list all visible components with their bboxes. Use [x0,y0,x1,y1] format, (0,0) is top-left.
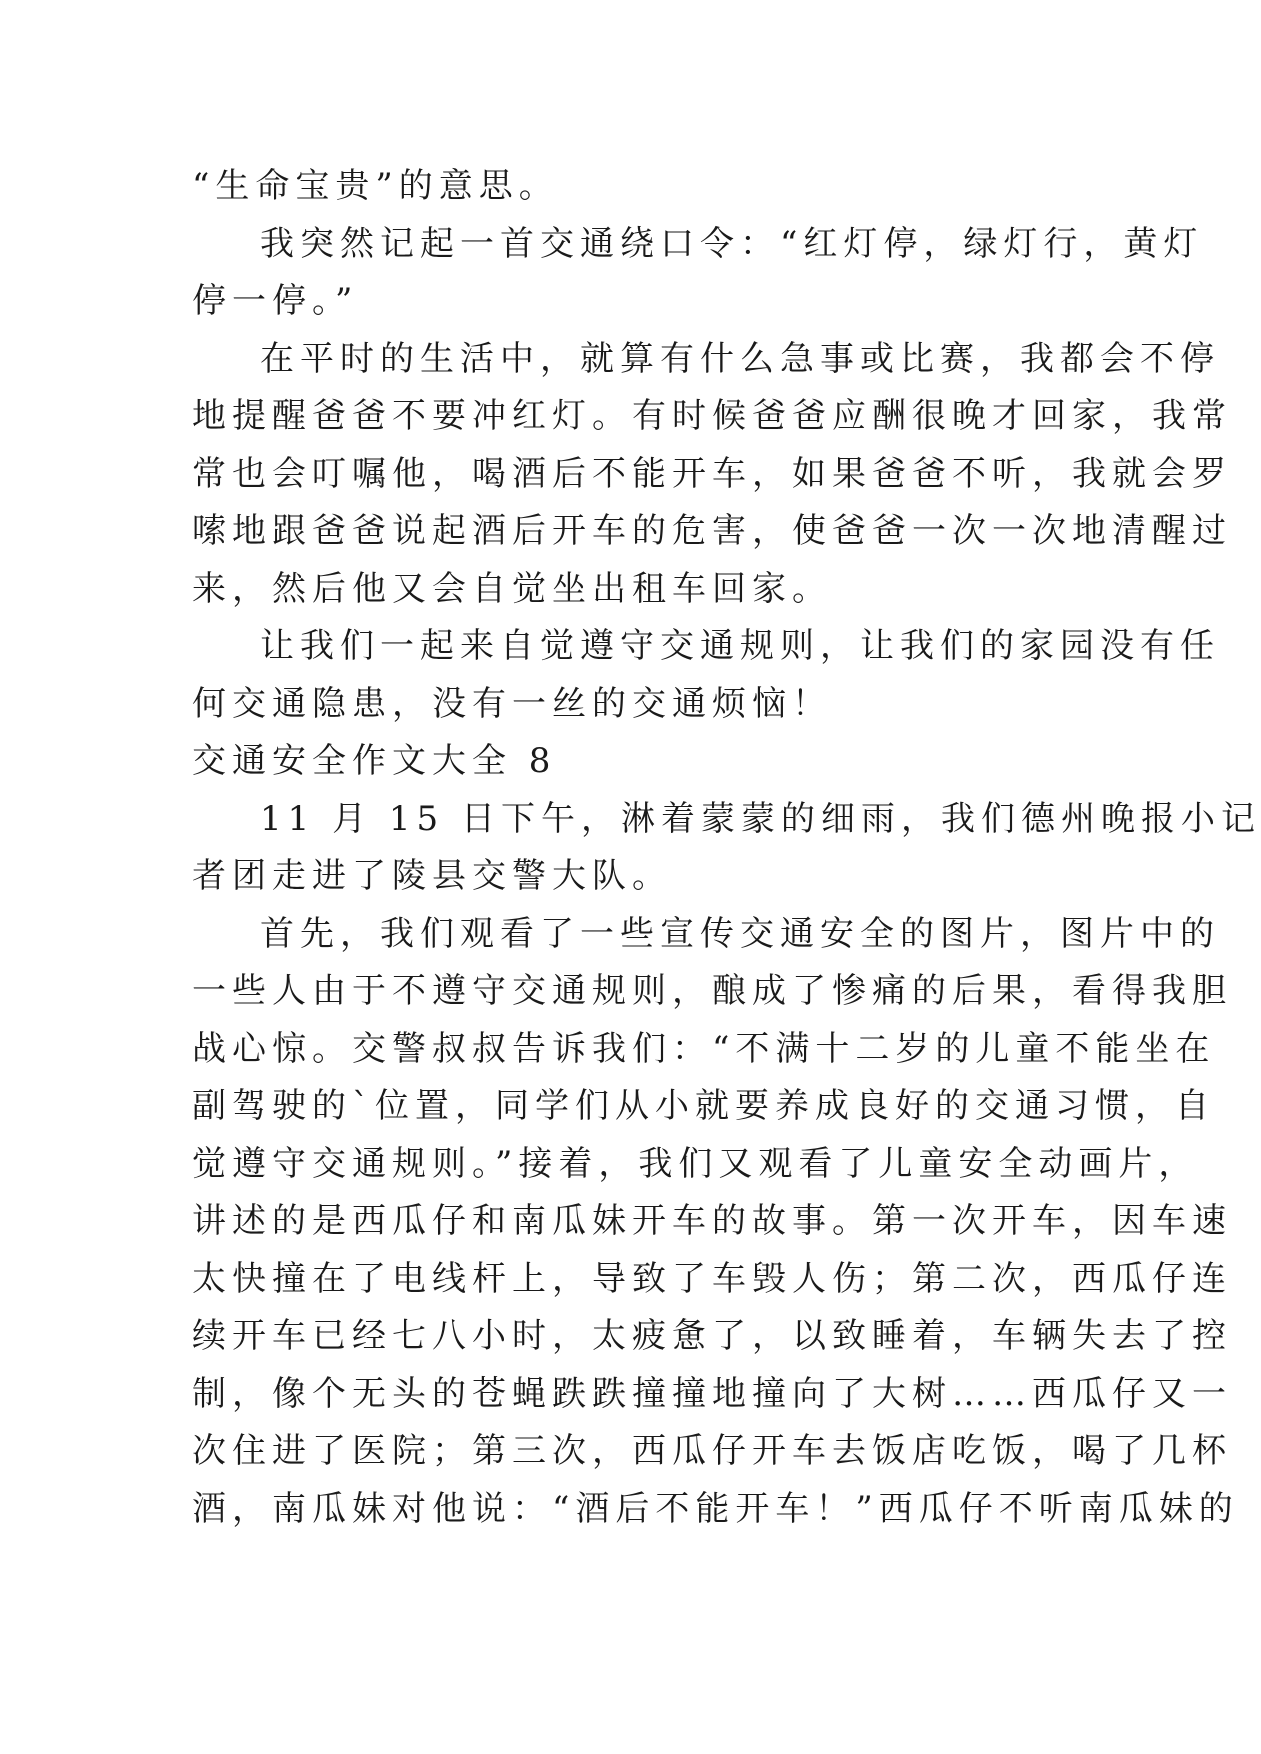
text-line: 常也会叮嘱他，喝酒后不能开车，如果爸爸不听，我就会罗 [192,453,1232,494]
section-title: 交通安全作文大全 8 [192,741,557,781]
text-line: 者团走进了陵县交警大队。 [192,856,672,896]
text-line: 何交通隐患，没有一丝的交通烦恼！ [192,683,832,724]
text-line: 战心惊。交警叔叔告诉我们：“不满十二岁的儿童不能坐在 [192,1028,1216,1069]
text-line: 讲述的是西瓜仔和南瓜妹开车的故事。第一次开车，因车速 [192,1201,1232,1241]
text-line: 续开车已经七八小时，太疲惫了，以致睡着，车辆失去了控 [192,1316,1232,1356]
text-line: 地提醒爸爸不要冲红灯。有时候爸爸应酬很晚才回家，我常 [192,396,1232,436]
text-line: 我突然记起一首交通绕口令：“红灯停，绿灯行，黄灯 [260,223,1204,264]
text-line: 副驾驶的`位置，同学们从小就要养成良好的交通习惯，自 [192,1086,1215,1126]
text-line: 在平时的生活中，就算有什么急事或比赛，我都会不停 [260,338,1220,379]
text-line: 首先，我们观看了一些宣传交通安全的图片，图片中的 [260,913,1220,954]
text-line: 11 月 15 日下午，淋着蒙蒙的细雨，我们德州晚报小记 [260,798,1261,839]
text-line: 嗦地跟爸爸说起酒后开车的危害，使爸爸一次一次地清醒过 [192,511,1232,551]
text-line: 次住进了医院；第三次，西瓜仔开车去饭店吃饭，喝了几杯 [192,1431,1232,1471]
text-line: “生命宝贵”的意思。 [192,166,559,206]
text-line: 觉遵守交通规则。”接着，我们又观看了儿童安全动画片， [192,1143,1199,1184]
text-line: 太快撞在了电线杆上，导致了车毁人伤；第二次，西瓜仔连 [192,1258,1232,1299]
text-line: 制，像个无头的苍蝇跌跌撞撞地撞向了大树……西瓜仔又一 [192,1373,1232,1414]
text-line: 让我们一起来自觉遵守交通规则，让我们的家园没有任 [260,626,1220,666]
text-line: 酒，南瓜妹对他说：“酒后不能开车！”西瓜仔不听南瓜妹的 [192,1488,1239,1529]
text-line: 停一停。” [192,281,359,321]
text-line: 一些人由于不遵守交通规则，酿成了惨痛的后果，看得我胆 [192,971,1232,1011]
text-line: 来，然后他又会自觉坐出租车回家。 [192,568,832,609]
document-body [192,158,1261,1538]
